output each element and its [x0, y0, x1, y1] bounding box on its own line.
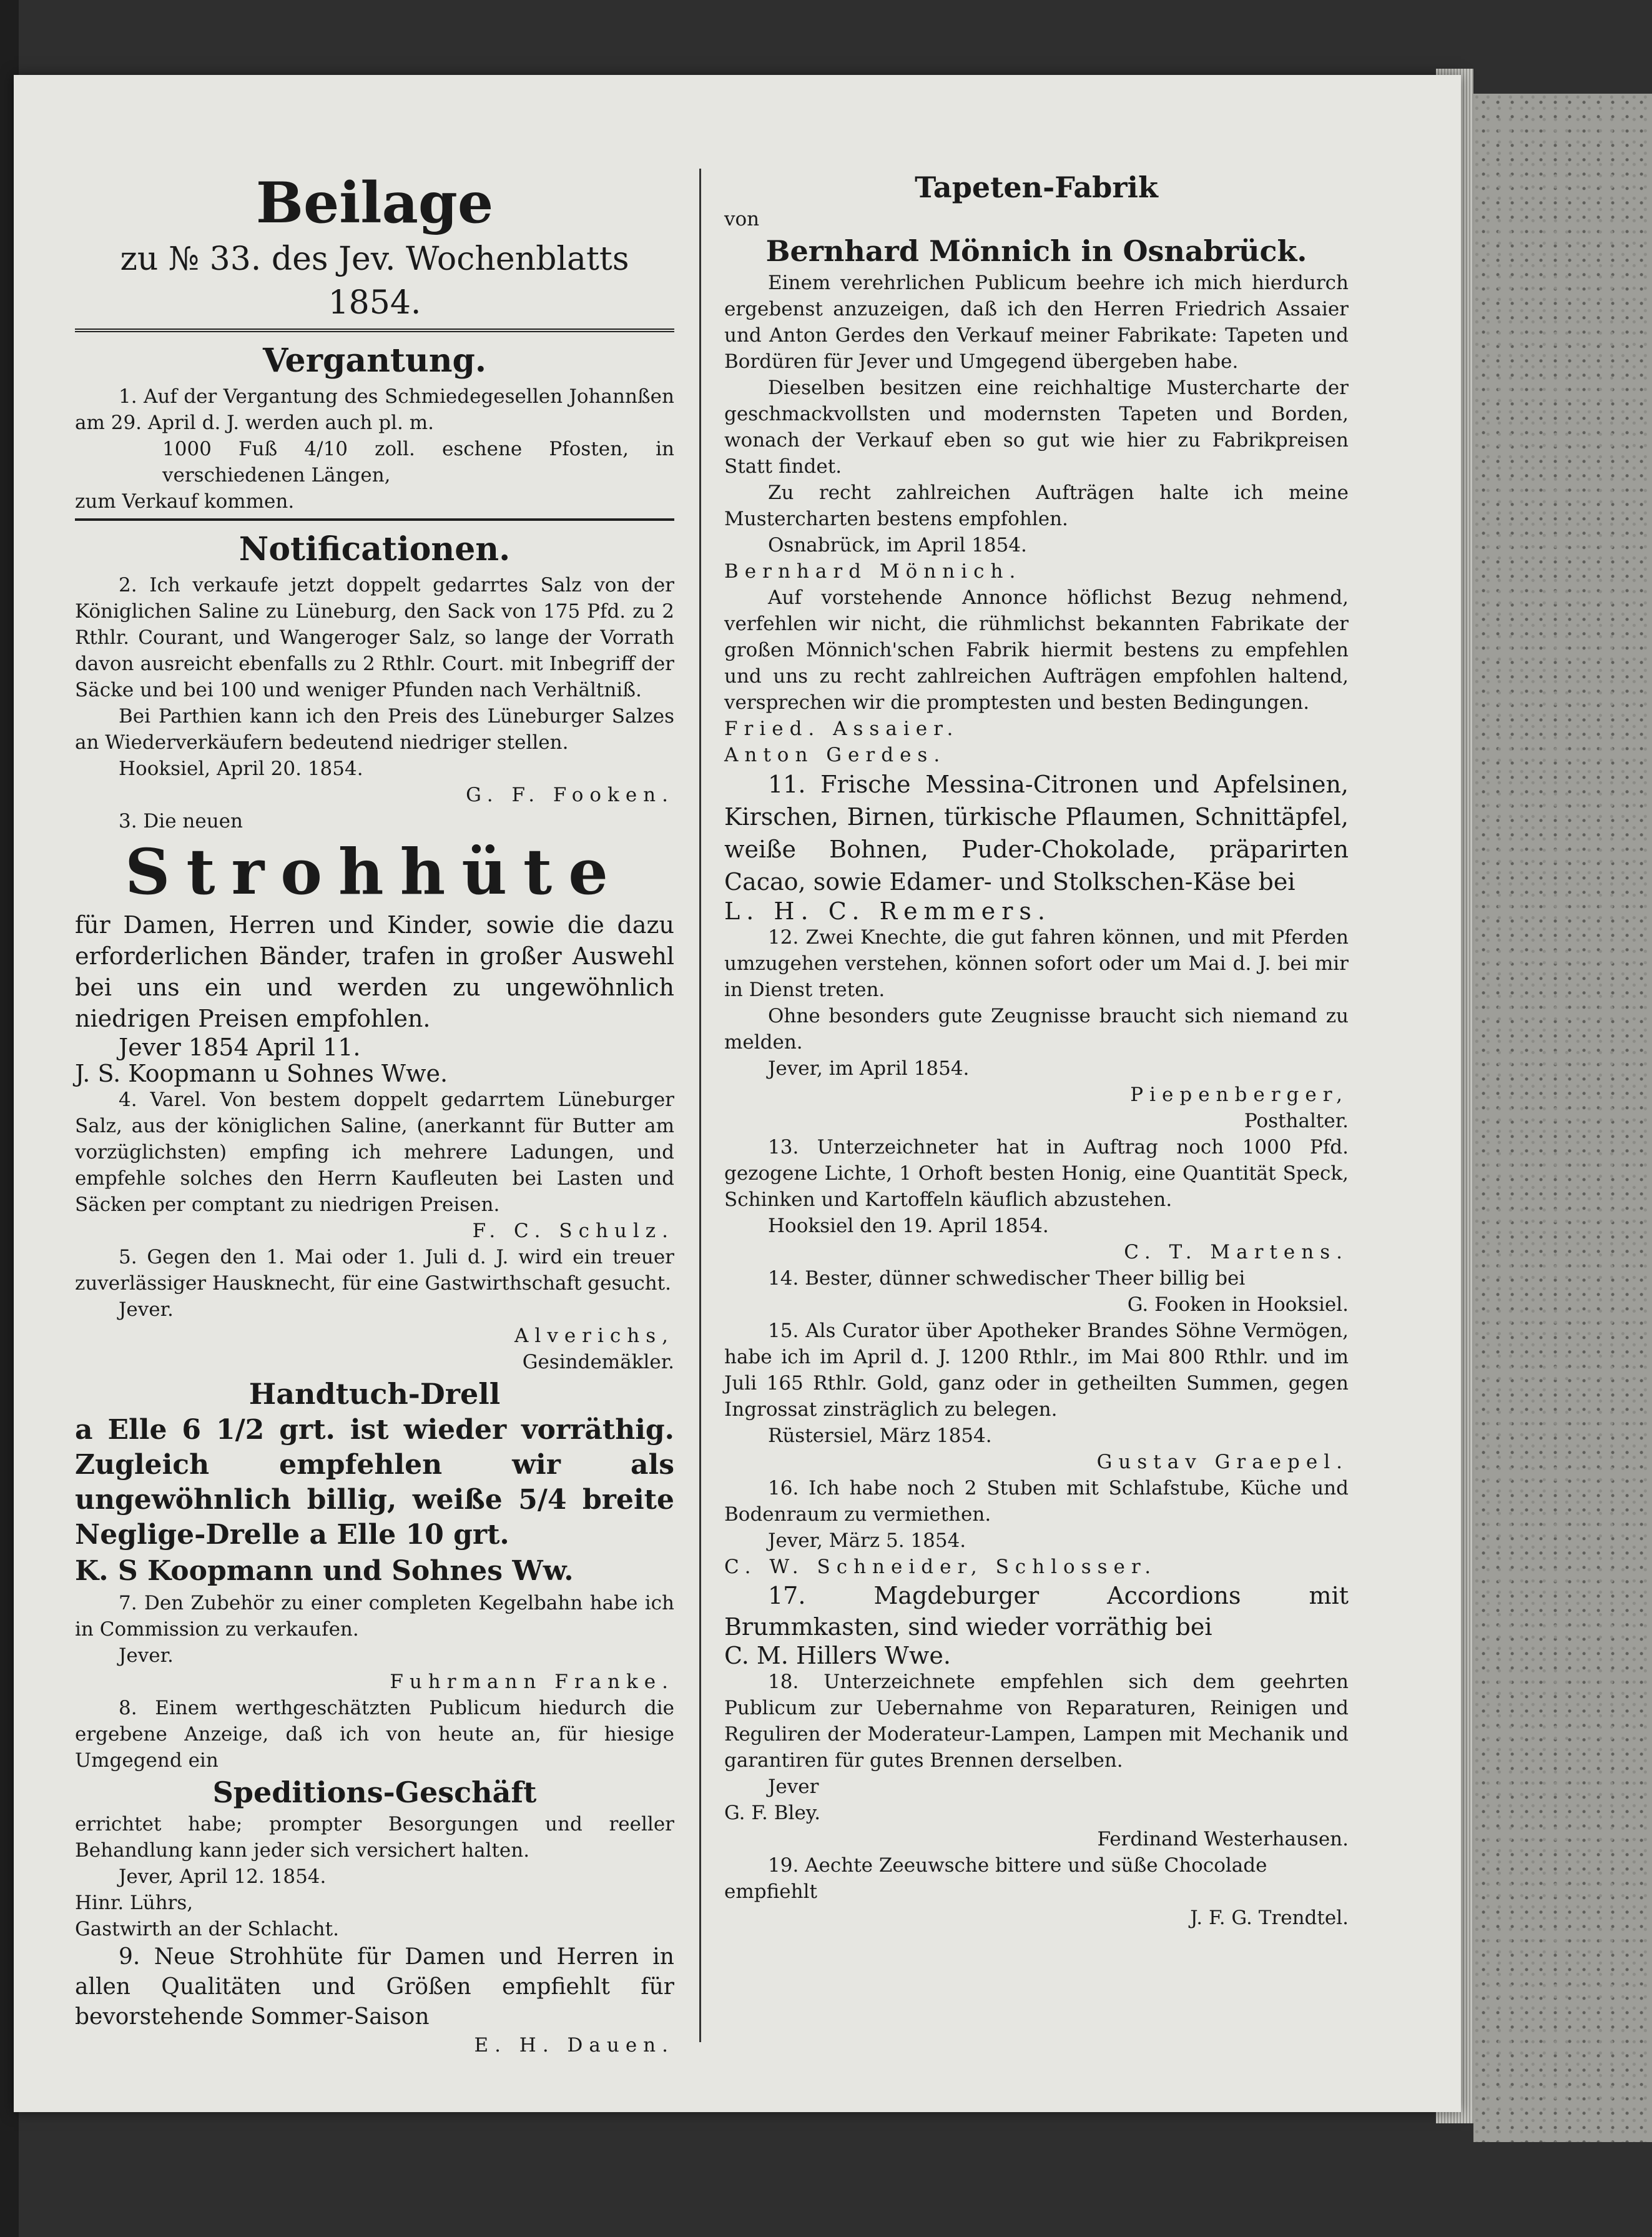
- notice-13-date: Hooksiel den 19. April 1854.: [768, 1215, 1049, 1237]
- notice-8-text: errichtet habe; prompter Besorgungen und reeller Behandlung kann jeder sich versichert halten.: [75, 1813, 674, 1862]
- tapeten-text-3: Zu recht zahlreichen Aufträgen halte ich meine Mustercharten bestens empfohlen.: [724, 481, 1349, 530]
- notice-17-signature: C. M. Hillers Wwe.: [724, 1642, 951, 1669]
- notice-13-signature: C. T. Martens.: [1124, 1241, 1349, 1263]
- tapeten-date: Osnabrück, im April 1854.: [768, 534, 1027, 556]
- notice-5-signature-2: Gesindemäkler.: [522, 1351, 674, 1373]
- notice-7-signature: Fuhrmann Franke.: [390, 1671, 674, 1693]
- notice-14-signature: G. Fooken in Hooksiel.: [1127, 1293, 1349, 1316]
- tapeten-signature-3: Anton Gerdes.: [724, 744, 946, 766]
- speditions-heading: Speditions-Geschäft: [212, 1775, 537, 1809]
- notice-18-signature-2: Ferdinand Westerhausen.: [1097, 1828, 1349, 1850]
- notice-7-place: Jever.: [119, 1644, 174, 1667]
- notice-19-signature: J. F. G. Trendtel.: [1190, 1907, 1349, 1929]
- notice-2-date: Hooksiel, April 20. 1854.: [119, 758, 363, 780]
- notice-2-signature: G. F. Fooken.: [466, 784, 674, 806]
- tapeten-text-1: Einem verehrlichen Publicum beehre ich mich hierdurch ergebenst anzuzeigen, daß ich den Herren Friedrich Assaier und Anton Gerdes den Verkauf meiner Fabrikate: Tapeten und Bordüren für Jever und Umgegend übergeben habe.: [724, 272, 1349, 373]
- notificationen-heading: Notificationen.: [238, 530, 511, 568]
- vergantung-text: 1. Auf der Vergantung des Schmiedegesellen Johannßen am 29. April d. J. werden auch pl. m.: [75, 385, 674, 434]
- handtuch-signature: K. S Koopmann und Sohnes Ww.: [75, 1555, 574, 1587]
- notice-17: 17. Magdeburger Accordions mit Brummkasten, sind wieder vorräthig bei: [724, 1582, 1349, 1641]
- notice-3-text: für Damen, Herren und Kinder, sowie die dazu erforderlichen Bänder, trafen in großer Auswehl bei uns ein und werden zu ungewöhnlich niedrigen Preisen empfohlen.: [75, 911, 674, 1032]
- notice-15: 15. Als Curator über Apotheker Brandes Söhne Vermögen, habe ich im April d. J. 1200 Rthlr., im Mai 800 Rthlr. und im Juli 165 Rthlr. Gold, ganz oder in getheilten Summen, gegen Ingrossat zinsträglich zu belegen.: [724, 1320, 1349, 1421]
- right-column: [724, 169, 1349, 1931]
- divider: [75, 518, 674, 521]
- notice-9-signature: E. H. Dauen.: [474, 2034, 674, 2057]
- divider: [75, 328, 674, 332]
- notice-3-date: Jever 1854 April 11.: [119, 1034, 361, 1061]
- notice-12: 12. Zwei Knechte, die gut fahren können, und mit Pferden umzugehen verstehen, können sofort oder um Mai d. J. bei mir in Dienst treten.: [724, 926, 1349, 1001]
- notice-8-signature-2: Gastwirth an der Schlacht.: [75, 1918, 339, 1940]
- beilage-title: Beilage: [255, 170, 494, 236]
- book-cover: [1473, 94, 1652, 2142]
- notice-5-place: Jever.: [119, 1298, 174, 1321]
- notice-14: 14. Bester, dünner schwedischer Theer billig bei: [768, 1267, 1246, 1290]
- vergantung-heading: Vergantung.: [262, 342, 486, 380]
- tapeten-text-4: Auf vorstehende Annonce höflichst Bezug nehmend, verfehlen wir nicht, die rühmlichst bekannten Fabrikate der großen Mönnich'schen Fabrik hiermit bestens zu empfehlen und uns zu recht zahlreichen Aufträgen empfohlen haltend, versprechen wir die promptesten und besten Bedingungen.: [724, 586, 1349, 714]
- notice-13: 13. Unterzeichneter hat in Auftrag noch 1000 Pfd. gezogene Lichte, 1 Orhoft besten Honig, eine Quantität Speck, Schinken und Kartoffeln käuflich abzustehen.: [724, 1136, 1349, 1211]
- notice-12b: Ohne besonders gute Zeugnisse braucht sich niemand zu melden.: [724, 1005, 1349, 1054]
- notice-8: 8. Einem werthgeschätzten Publicum hiedurch die ergebene Anzeige, daß ich von heute an, für hiesige Umgegend ein: [75, 1697, 674, 1772]
- notice-12-signature-2: Posthalter.: [1244, 1110, 1349, 1132]
- notice-15-date: Rüstersiel, März 1854.: [768, 1425, 992, 1447]
- tapeten-signature-2: Fried. Assaier.: [724, 718, 960, 740]
- notice-12-signature: Piepenberger,: [1130, 1084, 1349, 1106]
- beilage-subtitle: zu № 33. des Jev. Wochenblatts 1854.: [120, 240, 629, 322]
- notice-4-signature: F. C. Schulz.: [472, 1220, 674, 1242]
- strohhuete-heading: Strohhüte: [125, 835, 624, 909]
- vergantung-text-2: 1000 Fuß 4/10 zoll. eschene Pfosten, in verschiedenen Längen,: [162, 438, 674, 486]
- notice-7: 7. Den Zubehör zu einer completen Kegelbahn habe ich in Commission zu verkaufen.: [75, 1592, 674, 1641]
- notice-9: 9. Neue Strohhüte für Damen und Herren in allen Qualitäten und Größen empfiehlt für bevorstehende Sommer-Saison: [75, 1944, 674, 2030]
- notice-2b: Bei Parthien kann ich den Preis des Lüneburger Salzes an Wiederverkäufern bedeutend niedriger stellen.: [75, 705, 674, 754]
- notice-19: 19. Aechte Zeeuwsche bittere und süße Chocolade: [768, 1854, 1267, 1877]
- notice-2: 2. Ich verkaufe jetzt doppelt gedarrtes Salz von der Königlichen Saline zu Lüneburg, den Sack von 175 Pfd. zu 2 Rthlr. Courant, und Wangeroger Salz, so lange der Vorrath davon ausreicht ebenfalls zu 2 Rthlr. Court. mit Inbegriff der Säcke und bei 100 und weniger Pfunden nach Verhältniß.: [75, 574, 674, 701]
- notice-5-signature: Alverichs,: [514, 1325, 674, 1347]
- tapeten-heading: Tapeten-Fabrik: [915, 170, 1158, 204]
- notice-11-signature: L. H. C. Remmers.: [724, 897, 1051, 925]
- notice-16: 16. Ich habe noch 2 Stuben mit Schlafstube, Küche und Bodenraum zu vermiethen.: [724, 1477, 1349, 1526]
- notice-8-date: Jever, April 12. 1854.: [119, 1865, 327, 1888]
- tapeten-text-2: Dieselben besitzen eine reichhaltige Mustercharte der geschmackvollsten und modernsten Tapeten und Borden, wonach der Verkauf eben so gut wie hier zu Fabrikpreisen Statt findet.: [724, 377, 1349, 478]
- handtuch-heading: Handtuch-Drell: [248, 1377, 501, 1411]
- notice-4: 4. Varel. Von bestem doppelt gedarrtem Lüneburger Salz, aus der königlichen Saline, (anerkannt für Butter am vorzüglichsten) empfing ich mehrere Ladungen, und empfehle solches den Herrn Kaufleuten bei Lasten und Säcken per comptant zu niedrigen Preisen.: [75, 1089, 674, 1216]
- handtuch-text: a Elle 6 1/2 grt. ist wieder vorräthig. Zugleich empfehlen wir als ungewöhnlich billig, weiße 5/4 breite Neglige-Drelle a Elle 10 grt.: [75, 1414, 674, 1551]
- notice-19-b: empfiehlt: [724, 1880, 817, 1903]
- notice-15-signature: Gustav Graepel.: [1096, 1451, 1349, 1473]
- vergantung-text-3: zum Verkauf kommen.: [75, 490, 295, 513]
- tapeten-signature: Bernhard Mönnich.: [724, 560, 1022, 583]
- tapeten-company: Bernhard Mönnich in Osnabrück.: [765, 234, 1307, 268]
- left-column: [75, 169, 674, 2058]
- column-rule: [699, 169, 701, 2042]
- notice-12-date: Jever, im April 1854.: [768, 1057, 970, 1080]
- notice-18: 18. Unterzeichnete empfehlen sich dem geehrten Publicum zur Uebernahme von Reparaturen, Reinigen und Reguliren der Moderateur-Lampen, Lampen mit Mechanik und garantiren für gutes Brennen derselben.: [724, 1671, 1349, 1772]
- notice-18-place: Jever: [768, 1775, 819, 1798]
- notice-18-signature: G. F. Bley.: [724, 1802, 821, 1824]
- notice-5: 5. Gegen den 1. Mai oder 1. Juli d. J. wird ein treuer zuverlässiger Hausknecht, für eine Gastwirthschaft gesucht.: [75, 1246, 674, 1295]
- notice-16-signature: C. W. Schneider, Schlosser.: [724, 1556, 1158, 1578]
- notice-16-date: Jever, März 5. 1854.: [768, 1529, 966, 1552]
- notice-8-signature: Hinr. Lührs,: [75, 1892, 194, 1914]
- notice-11: 11. Frische Messina-Citronen und Apfelsinen, Kirschen, Birnen, türkische Pflaumen, Schnittäpfel, weiße Bohnen, Puder-Chokolade, präparirten Cacao, sowie Edamer- und Stolkschen-Käse bei: [724, 771, 1349, 896]
- notice-3: 3. Die neuen: [119, 810, 243, 832]
- notice-3-signature: J. S. Koopmann u Sohnes Wwe.: [75, 1060, 448, 1087]
- tapeten-von: von: [724, 208, 760, 230]
